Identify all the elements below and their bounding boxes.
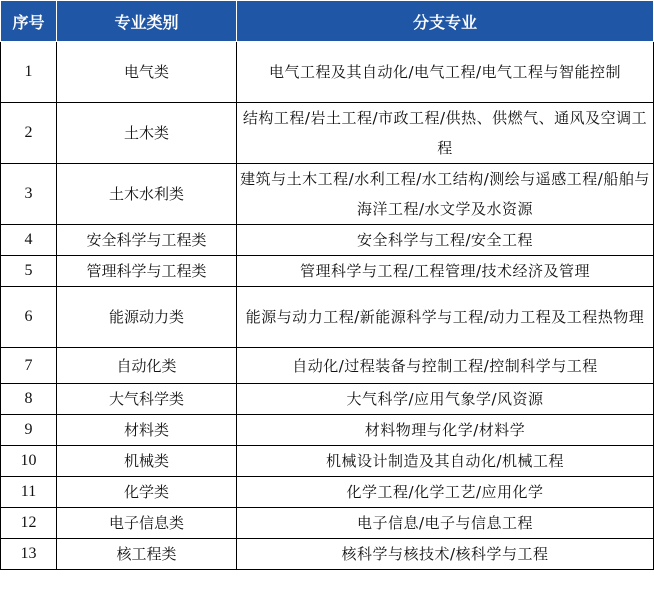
row-category: 化学类: [57, 477, 237, 508]
row-category: 自动化类: [57, 348, 237, 384]
row-branch: 大气科学/应用气象学/风资源: [237, 384, 654, 415]
row-branch: 管理科学与工程/工程管理/技术经济及管理: [237, 256, 654, 287]
row-num: 5: [1, 256, 57, 287]
row-branch: 自动化/过程装备与控制工程/控制科学与工程: [237, 348, 654, 384]
row-category: 核工程类: [57, 539, 237, 570]
table-row: [1, 508, 654, 539]
row-num: 1: [1, 42, 57, 103]
row-branch: 能源与动力工程/新能源科学与工程/动力工程及工程热物理: [237, 287, 654, 348]
header-category: 专业类别: [57, 1, 237, 42]
table-row: [1, 415, 654, 446]
table-row: [1, 225, 654, 256]
row-branch: 建筑与土木工程/水利工程/水工结构/测绘与遥感工程/船舶与海洋工程/水文学及水资源: [237, 164, 654, 225]
row-category: 能源动力类: [57, 287, 237, 348]
row-category: 机械类: [57, 446, 237, 477]
table-row: [1, 477, 654, 508]
row-category: 安全科学与工程类: [57, 225, 237, 256]
row-num: 11: [1, 477, 57, 508]
row-num: 8: [1, 384, 57, 415]
table-row: [1, 539, 654, 570]
header-branch: 分支专业: [237, 1, 654, 42]
row-branch: 材料物理与化学/材料学: [237, 415, 654, 446]
row-branch: 电气工程及其自动化/电气工程/电气工程与智能控制: [237, 42, 654, 103]
row-branch: 电子信息/电子与信息工程: [237, 508, 654, 539]
row-branch: 安全科学与工程/安全工程: [237, 225, 654, 256]
table-header: [1, 1, 654, 42]
table-row: [1, 256, 654, 287]
header-row: [1, 1, 654, 42]
row-category: 管理科学与工程类: [57, 256, 237, 287]
row-num: 4: [1, 225, 57, 256]
table-row: [1, 164, 654, 225]
table-row: [1, 446, 654, 477]
row-branch: 核科学与核技术/核科学与工程: [237, 539, 654, 570]
row-num: 2: [1, 103, 57, 164]
row-category: 材料类: [57, 415, 237, 446]
row-category: 电子信息类: [57, 508, 237, 539]
row-num: 6: [1, 287, 57, 348]
table-row: [1, 42, 654, 103]
table-row: [1, 384, 654, 415]
row-branch: 化学工程/化学工艺/应用化学: [237, 477, 654, 508]
table-row: [1, 348, 654, 384]
table-row: [1, 103, 654, 164]
row-num: 3: [1, 164, 57, 225]
row-category: 土木水利类: [57, 164, 237, 225]
row-branch: 结构工程/岩土工程/市政工程/供热、供燃气、通风及空调工程: [237, 103, 654, 164]
row-num: 7: [1, 348, 57, 384]
row-num: 9: [1, 415, 57, 446]
row-branch: 机械设计制造及其自动化/机械工程: [237, 446, 654, 477]
table-body: [1, 42, 654, 570]
header-num: 序号: [1, 1, 57, 42]
row-category: 大气科学类: [57, 384, 237, 415]
row-category: 电气类: [57, 42, 237, 103]
row-num: 10: [1, 446, 57, 477]
row-num: 13: [1, 539, 57, 570]
row-category: 土木类: [57, 103, 237, 164]
table-row: [1, 287, 654, 348]
row-num: 12: [1, 508, 57, 539]
